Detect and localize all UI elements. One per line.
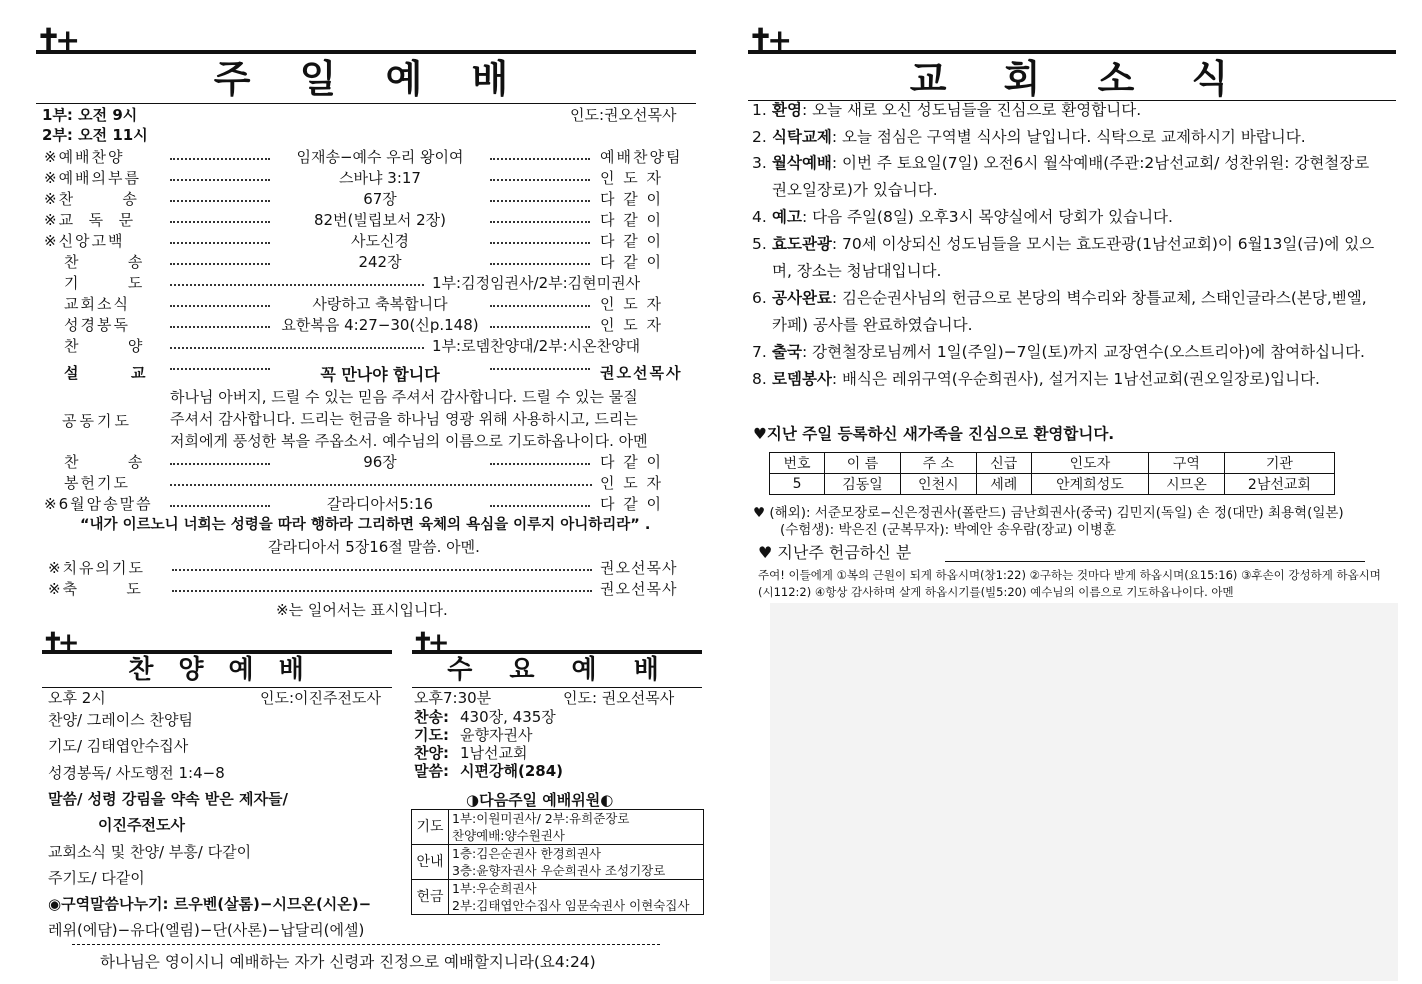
order-leader: 권오선목사 (600, 559, 678, 577)
news-number: 7. (752, 343, 767, 361)
news-keyword: 공사완료 (772, 289, 832, 307)
news-keyword: 출국 (772, 343, 802, 361)
committee-role: 헌금 (412, 880, 449, 915)
news-item (772, 234, 1374, 254)
news-keyword: 식탁교제 (772, 128, 832, 146)
praise-line: 말씀/ 성령 강림을 약속 받은 제자들/ (48, 790, 288, 808)
table-row (770, 474, 1335, 495)
order-leader: 1부:로뎀찬양대/2부:시온찬양대 (432, 337, 641, 355)
news-number: 8. (752, 370, 767, 388)
order-label: ※예배찬양 (44, 148, 125, 166)
leader-dots (490, 263, 590, 265)
cross-icon: ✝+ (412, 628, 444, 658)
committee-member-line: 2부:김태엽안수집사 임문숙권사 이현숙집사 (452, 898, 690, 913)
praise-line: ◉구역말씀나누기: 르우벤(살롬)−시므온(시온)− (48, 895, 372, 913)
wednesday-key: 찬양: (414, 744, 449, 762)
leader-dots (170, 221, 270, 223)
wednesday-time: 오후7:30분 (414, 689, 492, 707)
offering-prayer: 주여! 이들에게 ①복의 근원이 되게 하옵시며(창1:22) ②구하는 것마다 받게 하옵시며(요15:16) ③후손이 강성하게 하옵시며 (758, 568, 1381, 582)
news-number: 1. (752, 101, 767, 119)
prayer-label: 공동기도 (62, 412, 132, 430)
table-cell: 세례 (976, 474, 1031, 495)
news-text: : 강현철장로님께서 1일(주일)−7일(토)까지 교장연수(오스트리아)에 참여하십니다. (801, 343, 1365, 361)
news-number: 2. (752, 128, 767, 146)
leader-dots (172, 569, 592, 571)
order-label: 교회소식 (64, 295, 130, 313)
leader-dots (170, 463, 270, 465)
divider (945, 561, 1365, 562)
news-number: 4. (752, 208, 767, 226)
offering-prayer: (시112:2) ④항상 감사하며 살게 하옵시기를(빌5:20) 예수님의 이름으로 기도하옵나이다. 아멘 (758, 585, 1234, 599)
leader-dots (170, 305, 270, 307)
wednesday-value: 430장, 435장 (460, 708, 556, 726)
table-header: 구역 (1149, 453, 1225, 474)
order-leader: 인 도 자 (600, 169, 664, 187)
order-item: 82번(빌립보서 2장) (313, 211, 447, 229)
order-leader: 인 도 자 (600, 316, 664, 334)
cross-icon: ✝+ (42, 628, 74, 658)
table-header: 인도자 (1031, 453, 1148, 474)
table-cell: 2남선교회 (1224, 474, 1334, 495)
news-item (772, 342, 1365, 362)
prayer-line: 주셔서 감사합니다. 드리는 헌금을 하나님 영광 위해 사용하시고, 드리는 (170, 410, 638, 428)
table-header-row (770, 453, 1335, 474)
news-item (772, 127, 1306, 147)
order-item: 사도신경 (351, 232, 409, 250)
table-cell: 시므온 (1149, 474, 1225, 495)
praise-line: 성경봉독/ 사도행전 1:4−8 (48, 764, 225, 782)
praise-title: 찬 양 예 배 (128, 655, 312, 685)
order-item: 사랑하고 축복합니다 (312, 295, 448, 313)
news-keyword: 로뎀봉사 (772, 370, 832, 388)
leader-dots (170, 368, 270, 370)
wednesday-value: 윤향자권사 (460, 726, 533, 744)
new-family-table (769, 452, 1335, 495)
news-number: 3. (752, 154, 767, 172)
order-leader: 다 같 이 (600, 453, 664, 471)
leader-dots (490, 505, 590, 507)
table-cell: 안계희성도 (1031, 474, 1148, 495)
committee-role: 안내 (412, 845, 449, 880)
offering-title: ♥ 지난주 헌금하신 분 (758, 543, 912, 562)
service-time-2: 2부: 오전 11시 (42, 126, 148, 144)
stand-note: ※는 일어서는 표시입니다. (276, 601, 448, 619)
order-label: ※교 독 문 (44, 211, 136, 229)
divider (36, 103, 696, 104)
order-leader: 다 같 이 (600, 253, 664, 271)
order-leader: 다 같 이 (600, 211, 664, 229)
news-text: : 배식은 레위구역(우순희권사), 설거지는 1남선교회(권오일장로)입니다. (831, 370, 1320, 388)
news-text-cont: 권오일장로)가 있습니다. (772, 181, 938, 199)
order-leader: 다 같 이 (600, 232, 664, 250)
table-header: 신급 (976, 453, 1031, 474)
praise-line: 교회소식 및 찬양/ 부흥/ 다같이 (48, 843, 252, 861)
prayer-line: 하나님 아버지, 드릴 수 있는 믿음 주셔서 감사합니다. 드릴 수 있는 물질 (170, 388, 638, 406)
praise-line: 레위(에담)−유다(엘림)−단(사론)−납달리(에셀) (48, 921, 365, 939)
praise-time: 오후 2시 (48, 689, 106, 707)
exam-line: (수험생): 박은진 (군복무자): 박예안 송우람(장교) 이병훈 (780, 522, 1117, 538)
wednesday-key: 찬송: (414, 708, 449, 726)
committee-member-line: 1부:우순희권사 (452, 881, 537, 896)
table-cell: 인천시 (900, 474, 976, 495)
order-item: 67장 (363, 190, 397, 208)
wednesday-leader: 인도: 권오선목사 (563, 689, 675, 707)
leader-dots (490, 221, 590, 223)
cross-icon: ✝+ (748, 23, 787, 58)
leader-dots (490, 463, 590, 465)
committee-member-line: 1층:김은순권사 한경희권사 (452, 846, 601, 861)
wednesday-key: 기도: (414, 726, 449, 744)
order-label: 봉헌기도 (64, 474, 130, 492)
leader-dots (170, 200, 270, 202)
overseas-line: ♥ (해외): 서준모장로−신은정권사(폴란드) 금난희권사(중국) 김민지(독일) 손 정(대만) 최용혁(일본) (753, 505, 1344, 521)
order-item: 요한복음 4:27−30(신p.148) (281, 316, 479, 334)
order-label: 성경봉독 (64, 316, 130, 334)
leader-dots (170, 326, 270, 328)
table-header: 주 소 (900, 453, 976, 474)
leader-dots (170, 284, 424, 286)
leader-dots (170, 242, 270, 244)
redacted-area (770, 603, 1398, 981)
leader-dots (170, 179, 270, 181)
divider (748, 50, 1396, 54)
table-cell: 김동일 (825, 474, 901, 495)
news-item (772, 369, 1320, 389)
leader-dots (170, 158, 270, 160)
praise-line: 찬양/ 그레이스 찬양팀 (48, 711, 194, 729)
news-item (772, 100, 1141, 120)
news-text: : 오늘 점심은 구역별 식사의 날입니다. 식탁으로 교제하시기 바랍니다. (831, 128, 1306, 146)
wednesday-value: 시편강해(284) (460, 762, 563, 780)
leader-dots (490, 158, 590, 160)
order-leader: 다 같 이 (600, 190, 664, 208)
news-item (772, 288, 1367, 308)
table-header: 번호 (770, 453, 825, 474)
committee-member-line: 1부:이원미권사/ 2부:유희준장로 (452, 811, 630, 826)
order-leader: 인 도 자 (600, 295, 664, 313)
order-label: 찬 송 (64, 253, 145, 271)
order-label: ※예배의부름 (44, 169, 142, 187)
leader-dots (490, 179, 590, 181)
news-keyword: 효도관광 (772, 235, 832, 253)
divider (72, 944, 660, 945)
wednesday-value: 1남선교회 (460, 744, 528, 762)
footer-verse: 하나님은 영이시니 예배하는 자가 신령과 진정으로 예배할지니라(요4:24) (100, 953, 596, 971)
news-text-cont: 며, 장소는 청남대입니다. (772, 262, 942, 280)
service-time-1: 1부: 오전 9시 (42, 106, 138, 124)
committee-member-line: 찬양예배:양수원권사 (452, 828, 565, 843)
order-label: 설 교 (64, 364, 148, 382)
order-leader: 예배찬양팀 (600, 148, 683, 166)
memory-verse-ref: 갈라디아서 5장16절 말씀. 아멘. (268, 538, 480, 556)
order-label: ※축 도 (48, 580, 143, 598)
news-keyword: 월삭예배 (772, 154, 832, 172)
praise-line: 기도/ 김태엽안수집사 (48, 737, 189, 755)
news-text: : 오늘 새로 오신 성도님들을 진심으로 환영합니다. (801, 101, 1142, 119)
prayer-line: 저희에게 풍성한 복을 주옵소서. 예수님의 이름으로 기도하옵나이다. 아멘 (170, 432, 648, 450)
order-label: 찬 송 (64, 453, 145, 471)
praise-line: 이진주전도사 (98, 816, 185, 834)
leader-dots (490, 305, 590, 307)
news-item (772, 153, 1369, 173)
order-item: 임재송−예수 우리 왕이여 (296, 148, 464, 166)
news-text: : 70세 이상되신 성도님들을 모시는 효도관광(1남선교회)이 6월13일(금)에 있으 (831, 235, 1375, 253)
leader-dots (490, 242, 590, 244)
order-leader: 1부:김정임권사/2부:김현미권사 (432, 274, 641, 292)
order-leader: 다 같 이 (600, 495, 664, 513)
wednesday-key: 말씀: (414, 762, 449, 780)
table-cell: 5 (770, 474, 825, 495)
order-label: ※6월암송말씀 (44, 495, 153, 513)
order-label: ※신앙고백 (44, 232, 125, 250)
news-item (772, 207, 1173, 227)
order-label: ※치유의기도 (48, 559, 146, 577)
news-text: : 김은순권사님의 헌금으로 본당의 벽수리와 창틀교체, 스태인글라스(본당,벧엘, (831, 289, 1367, 307)
leader-dots (490, 368, 590, 370)
table-header: 기관 (1224, 453, 1334, 474)
committee-row (412, 810, 704, 845)
leader-dots (490, 326, 590, 328)
news-keyword: 환영 (772, 101, 802, 119)
service-leader: 인도:권오선목사 (570, 106, 677, 124)
committee-member-line: 3층:윤향자권사 우순희권사 조성기장로 (452, 863, 666, 878)
leader-dots (490, 200, 590, 202)
committee-members (449, 845, 704, 880)
wednesday-title: 수 요 예 배 (447, 655, 673, 685)
news-number: 6. (752, 289, 767, 307)
praise-leader: 인도:이진주전도사 (260, 689, 381, 707)
leader-dots (170, 484, 592, 486)
order-item: 242장 (358, 253, 402, 271)
news-number: 5. (752, 235, 767, 253)
leader-dots (172, 590, 592, 592)
committee-row (412, 880, 704, 915)
leader-dots (170, 263, 270, 265)
praise-line: 주기도/ 다같이 (48, 869, 145, 887)
leader-dots (170, 505, 270, 507)
committee-role: 기도 (412, 810, 449, 845)
order-leader: 권오선목사 (600, 364, 683, 382)
memory-verse: “내가 이르노니 너희는 성령을 따라 행하라 그리하면 육체의 욕심을 이루지 아니하리라” . (80, 517, 651, 533)
order-item: 꼭 만나야 합니다 (320, 365, 440, 384)
committee-members (449, 880, 704, 915)
cross-icon: ✝+ (36, 23, 75, 58)
new-family-title: ♥지난 주일 등록하신 새가족을 진심으로 환영합니다. (753, 425, 1115, 443)
order-item: 96장 (363, 453, 397, 471)
committee-row (412, 845, 704, 880)
news-text: : 이번 주 토요일(7일) 오전6시 월삭예배(주관:2남선교회/ 성찬위원: 강현철장로 (831, 154, 1370, 172)
divider (36, 50, 696, 54)
order-label: ※찬 송 (44, 190, 139, 208)
order-item: 갈라디아서5:16 (326, 495, 434, 513)
news-text: : 다음 주일(8일) 오후3시 목양실에서 당회가 있습니다. (801, 208, 1173, 226)
order-label: 기 도 (64, 274, 145, 292)
committee-title: ◑다음주일 예배위원◐ (466, 791, 614, 809)
page-title: 교 회 소 식 (909, 57, 1251, 101)
news-text-cont: 카페) 공사를 완료하였습니다. (772, 316, 973, 334)
order-item: 스바냐 3:17 (339, 169, 421, 187)
leader-dots (170, 347, 424, 349)
committee-members (449, 810, 704, 845)
order-label: 찬 양 (64, 337, 145, 355)
page-title: 주 일 예 배 (213, 57, 527, 101)
order-leader: 권오선목사 (600, 580, 678, 598)
news-keyword: 예고 (772, 208, 802, 226)
order-leader: 인 도 자 (600, 474, 664, 492)
committee-table (411, 809, 704, 915)
table-header: 이 름 (825, 453, 901, 474)
